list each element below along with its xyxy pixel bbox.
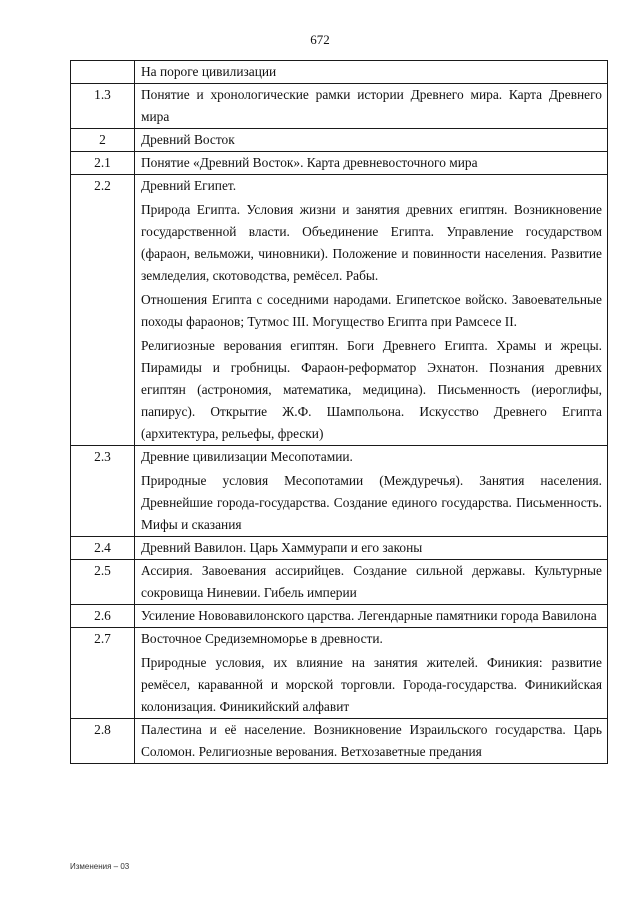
section-title: Древний Вавилон. Царь Хаммурапи и его законы xyxy=(141,540,423,555)
table-row xyxy=(71,446,608,537)
section-title: Восточное Средиземноморье в древности. xyxy=(141,631,383,646)
table-row xyxy=(71,719,608,764)
section-number: 2.2 xyxy=(71,175,135,446)
table-row xyxy=(71,129,608,152)
section-title: Усиление Нововавилонского царства. Легендарные памятники города Вавилона xyxy=(141,608,597,623)
page-number: 672 xyxy=(310,32,330,47)
section-content xyxy=(135,61,608,84)
section-content xyxy=(135,628,608,719)
section-number: 2.7 xyxy=(71,628,135,719)
section-paragraph: Природные условия, их влияние на занятия жителей. Финикия: развитие ремёсел, караванной и морской торговли. Города-государства. Финикийская колонизация. Финикийский алфавит xyxy=(141,655,602,714)
section-title: Древний Египет. xyxy=(141,178,237,193)
table-row xyxy=(71,175,608,446)
section-paragraph: Отношения Египта с соседними народами. Египетское войско. Завоевательные походы фараонов; Тутмос III. Могущество Египта при Рамсесе II. xyxy=(141,292,602,329)
table-body xyxy=(71,61,608,764)
section-title: Ассирия. Завоевания ассирийцев. Создание сильной державы. Культурные сокровища Ниневии. Гибель империи xyxy=(141,563,602,600)
section-number: 2.1 xyxy=(71,152,135,175)
section-number: 2.8 xyxy=(71,719,135,764)
section-paragraph: Природные условия Месопотамии (Междуречья). Занятия населения. Древнейшие города-государства. Создание единого государства. Письменность. Мифы и сказания xyxy=(141,473,602,532)
table-row xyxy=(71,605,608,628)
section-number: 2.6 xyxy=(71,605,135,628)
table-row xyxy=(71,537,608,560)
section-number xyxy=(71,61,135,84)
section-paragraph: Природа Египта. Условия жизни и занятия древних египтян. Возникновение государственной власти. Объединение Египта. Управление государством (фараон, вельможи, чиновники). Положение и повинности населения. Развитие земледелия, скотоводства, ремёсел. Рабы. xyxy=(141,202,602,283)
section-content xyxy=(135,175,608,446)
section-title: Понятие «Древний Восток». Карта древневосточного мира xyxy=(141,155,478,170)
table-row xyxy=(71,84,608,129)
section-content xyxy=(135,152,608,175)
section-title: Древний Восток xyxy=(141,132,235,147)
section-content xyxy=(135,560,608,605)
table-row xyxy=(71,560,608,605)
section-number: 2.4 xyxy=(71,537,135,560)
section-title: Понятие и хронологические рамки истории Древнего мира. Карта Древнего мира xyxy=(141,87,602,124)
table-row xyxy=(71,61,608,84)
section-number: 2 xyxy=(71,129,135,152)
table-row xyxy=(71,152,608,175)
section-content xyxy=(135,719,608,764)
section-title: На пороге цивилизации xyxy=(141,64,277,79)
section-content xyxy=(135,605,608,628)
curriculum-table xyxy=(70,60,608,764)
section-title: Древние цивилизации Месопотамии. xyxy=(141,449,353,464)
section-content xyxy=(135,129,608,152)
section-number: 1.3 xyxy=(71,84,135,129)
footer-revision: Изменения – 03 xyxy=(70,862,130,871)
section-number: 2.5 xyxy=(71,560,135,605)
table-row xyxy=(71,628,608,719)
section-title: Палестина и её население. Возникновение Израильского государства. Царь Соломон. Религиозные верования. Ветхозаветные предания xyxy=(141,722,602,759)
section-content xyxy=(135,537,608,560)
section-content xyxy=(135,446,608,537)
section-content xyxy=(135,84,608,129)
section-paragraph: Религиозные верования египтян. Боги Древнего Египта. Храмы и жрецы. Пирамиды и гробницы. Фараон-реформатор Эхнатон. Познания древних египтян (астрономия, математика, медицина). Письменность (иероглифы, папирус). Открытие Ж.Ф. Шампольона. Искусство Древнего Египта (архитектура, рельефы, фрески) xyxy=(141,338,602,441)
section-number: 2.3 xyxy=(71,446,135,537)
